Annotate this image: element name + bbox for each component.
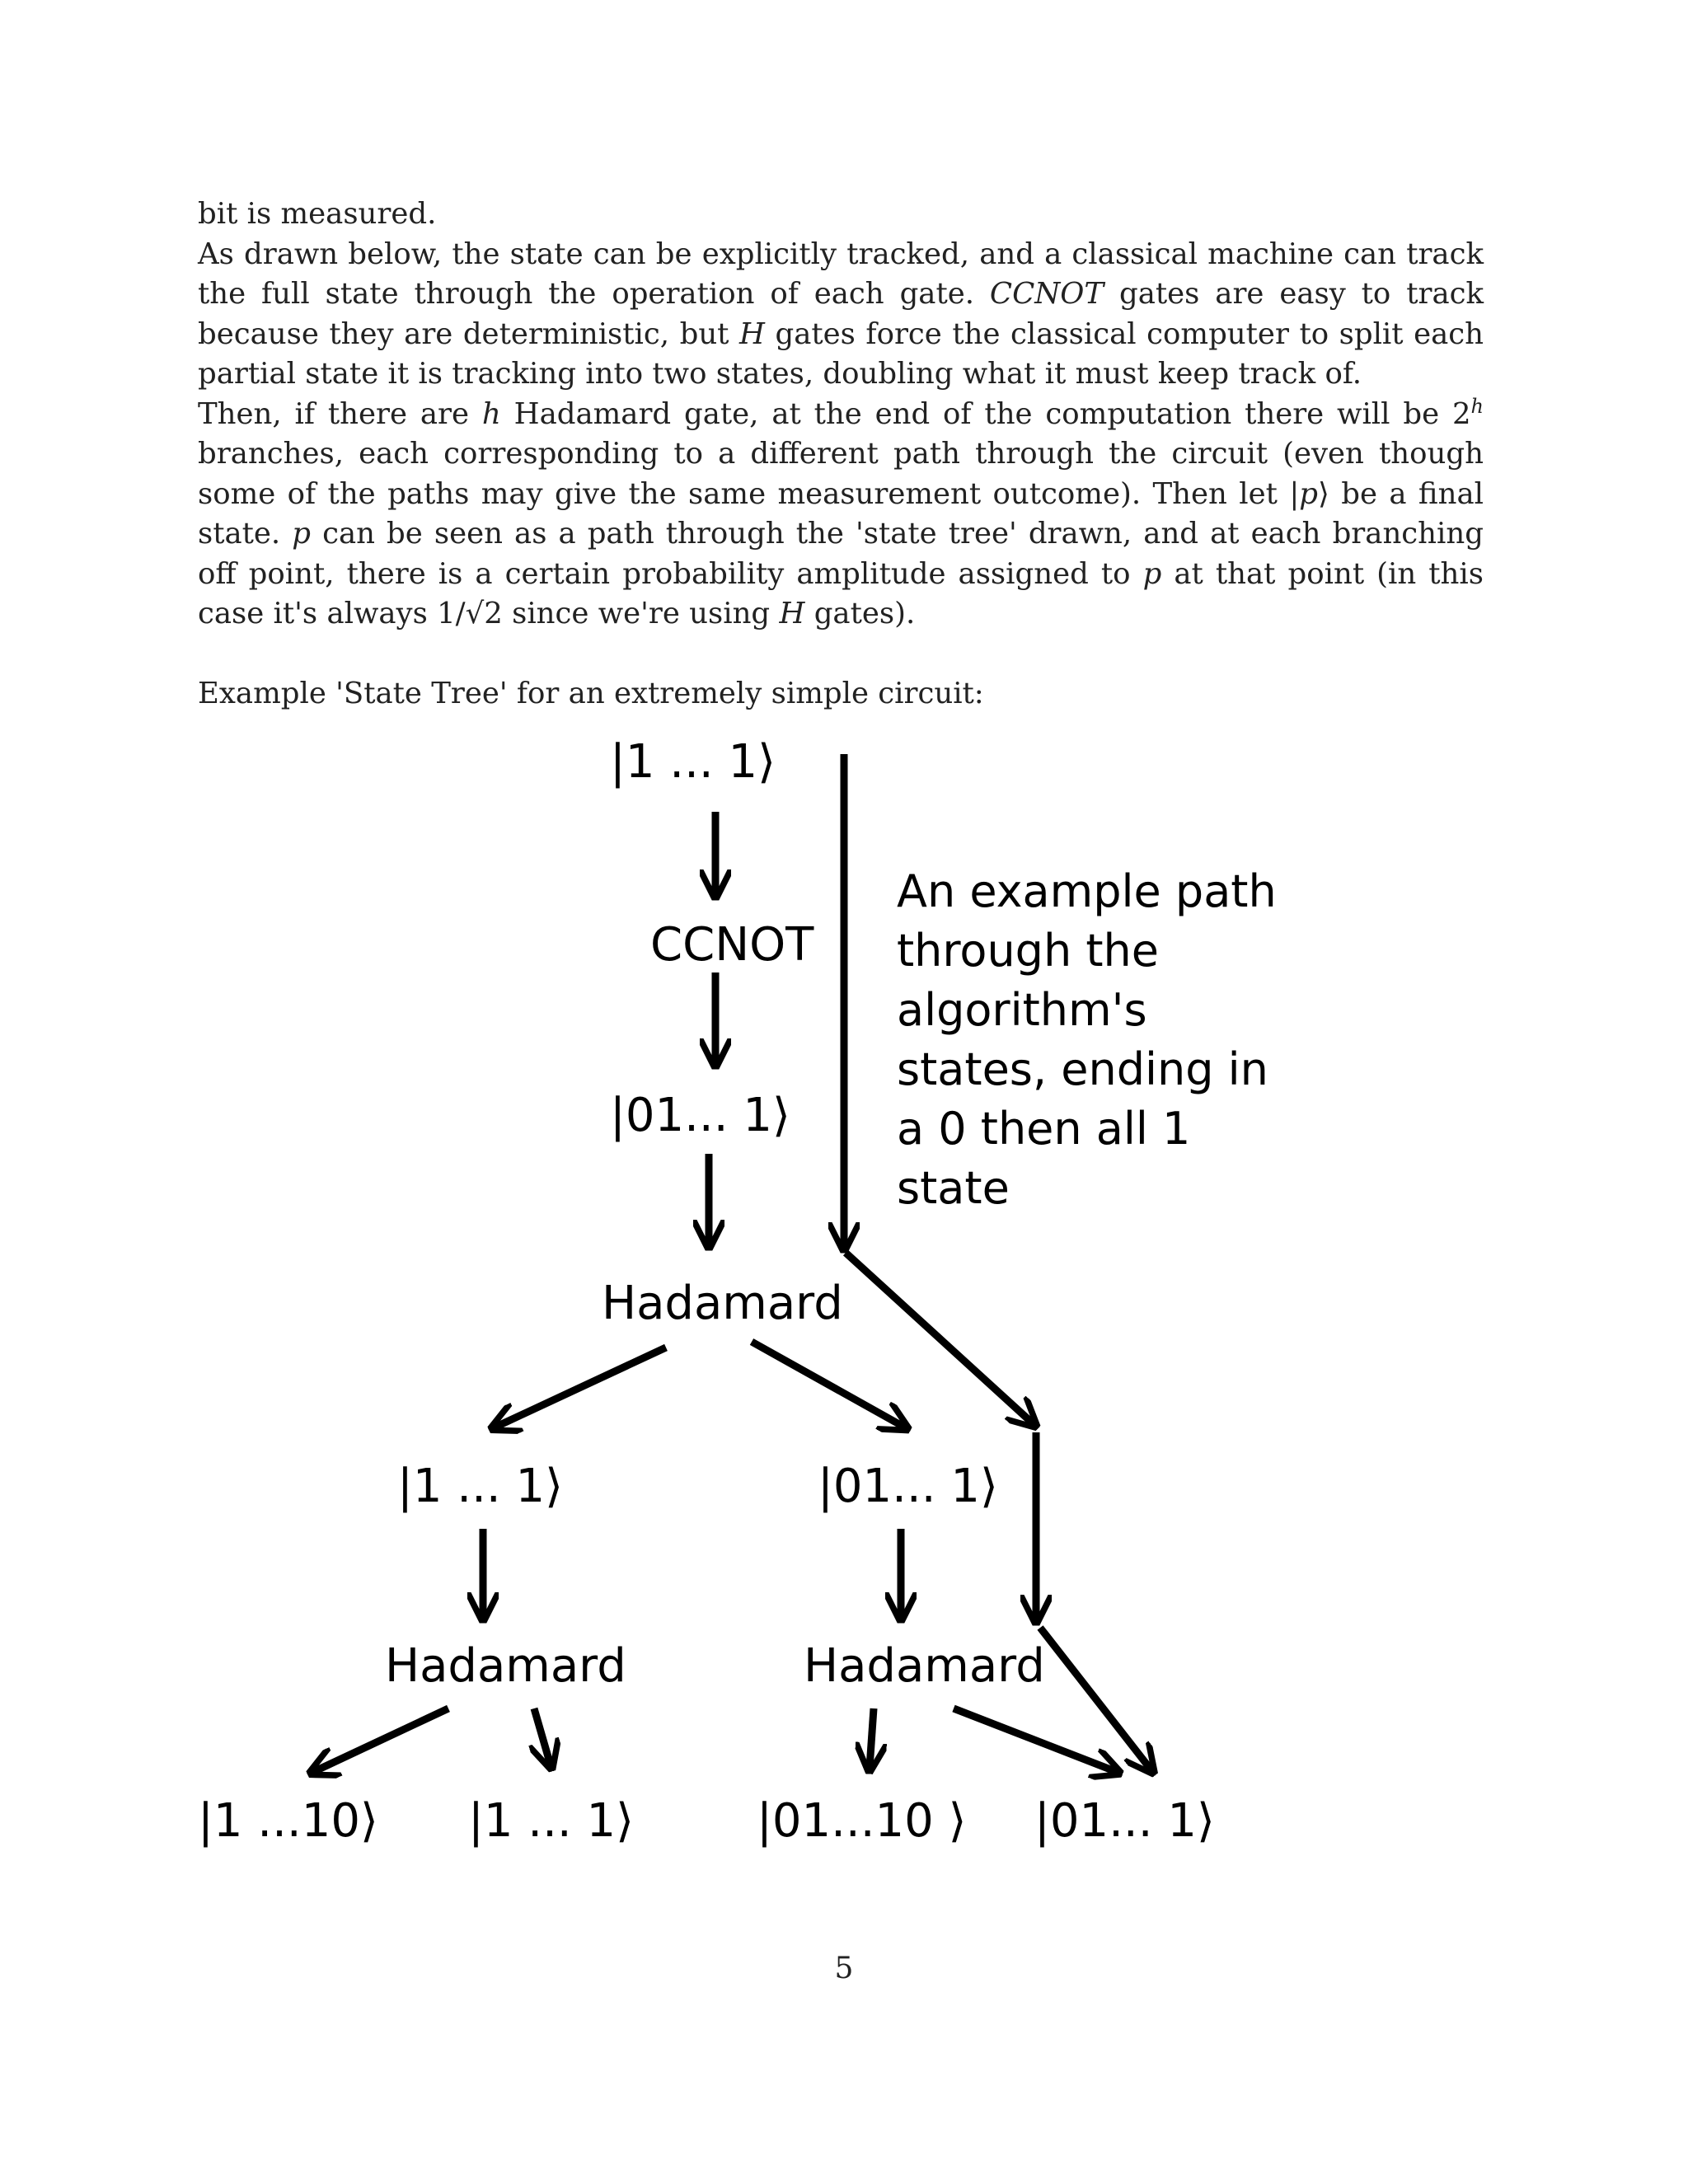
annotation-line: through the	[897, 925, 1159, 977]
right-branch-state: |01... 1⟩	[818, 1460, 998, 1513]
arrow-to-leaf-1	[313, 1708, 448, 1772]
arrow-to-leaf-3	[870, 1708, 874, 1768]
state-after-ccnot: |01... 1⟩	[610, 1089, 790, 1142]
annotation-line: states, ending in	[897, 1043, 1268, 1095]
example-path-diagonal-top	[846, 1253, 1034, 1424]
arrow-hadamard-to-right	[752, 1342, 905, 1427]
annotation-line: state	[897, 1162, 1010, 1214]
annotation-line: a 0 then all 1	[897, 1103, 1191, 1155]
left-branch-state: |1 ... 1⟩	[397, 1460, 563, 1513]
root-state: |1 ... 1⟩	[610, 735, 776, 789]
arrow-to-leaf-2	[534, 1708, 551, 1765]
page-number: 5	[834, 1952, 854, 1985]
leaf-state-2: |1 ... 1⟩	[468, 1794, 634, 1848]
paragraph-3: Then, if there are h Hadamard gate, at the end of the computation there will be 2$^h$ branches, each corresponding to a different path through the circuit (even though some of the paths may give the same measurement outcome). Then let |p⟩ be a final state. p can be seen as a path through the 'state tree' drawn, and at each branching off point, there is a certain probability amplitude assigned to p at that point (in this case it's always 1/√2 since we're using H gates).	[198, 394, 1484, 630]
hadamard-right-label: Hadamard	[804, 1639, 1045, 1693]
paragraph-4: Example 'State Tree' for an extremely simple circuit:	[198, 676, 984, 710]
hadamard-gate-label: Hadamard	[602, 1277, 843, 1330]
path-annotation	[897, 865, 1277, 1214]
paragraph-2: As drawn below, the state can be explicitly tracked, and a classical machine can track the full state through the operation of each gate. CCNOT gates are easy to track because they are deterministic, but H gates force the classical computer to split each partial state it is tracking into two states, doubling what it must keep track of.	[198, 237, 1484, 391]
arrow-to-leaf-4	[954, 1708, 1117, 1772]
annotation-line: An example path	[897, 865, 1277, 917]
leaf-state-1: |1 ...10⟩	[198, 1794, 378, 1848]
paragraph-1: bit is measured.	[198, 197, 437, 231]
annotation-line: algorithm's	[897, 984, 1147, 1036]
leaf-state-4: |01... 1⟩	[1034, 1794, 1215, 1848]
leaf-state-3: |01...10 ⟩	[757, 1794, 967, 1848]
ccnot-gate-label: CCNOT	[650, 918, 814, 972]
hadamard-left-label: Hadamard	[385, 1639, 626, 1693]
arrow-hadamard-to-left	[495, 1347, 666, 1427]
